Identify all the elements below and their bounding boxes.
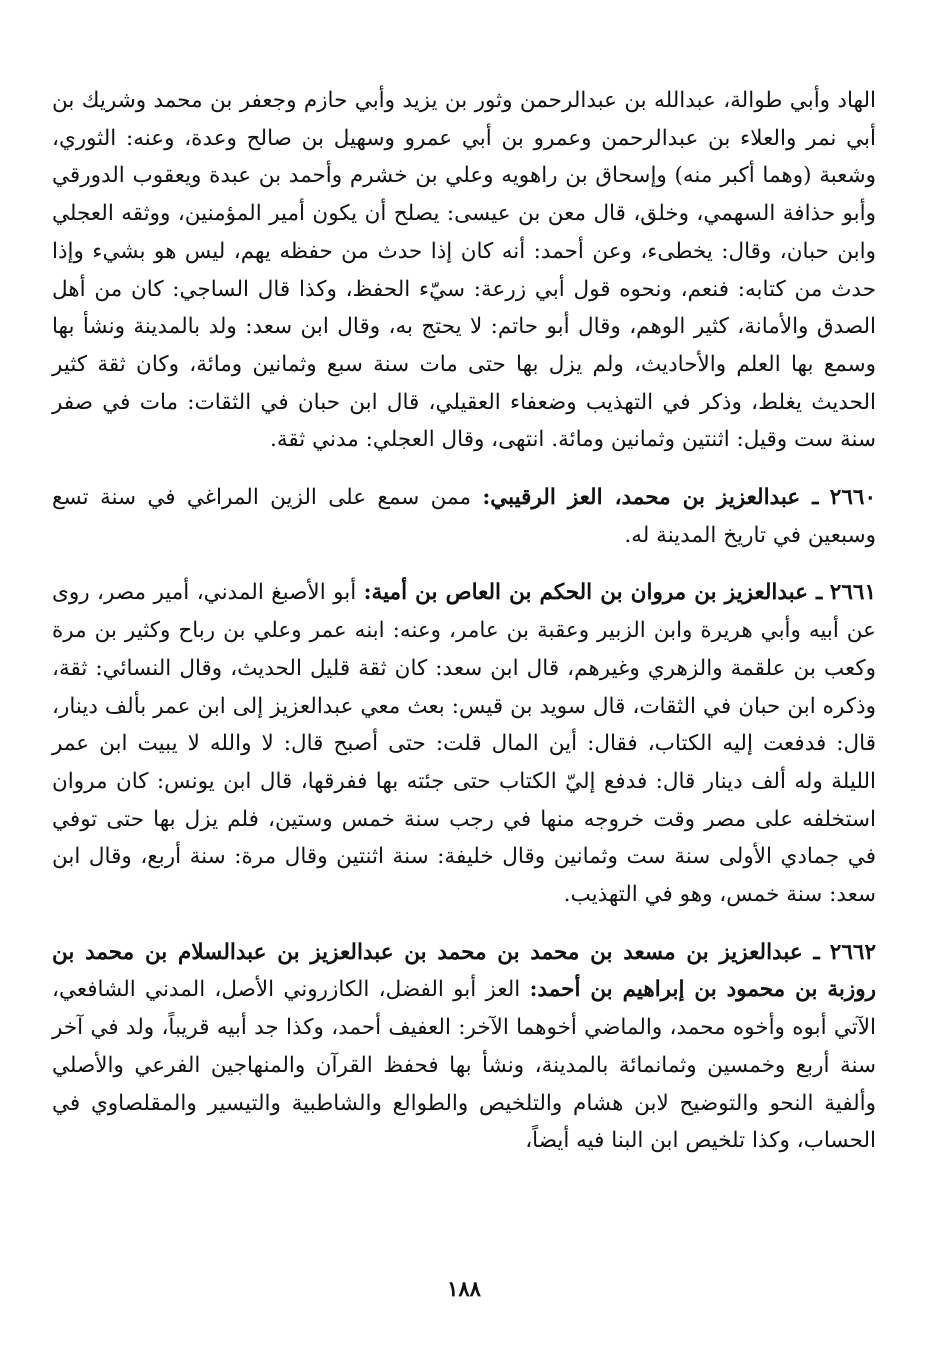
entry-text: ممن سمع على الزين المراغي في سنة تسع وسبعين في تاريخ المدينة له. bbox=[52, 485, 876, 548]
entry-heading: ـ عبدالعزيز بن مروان بن الحكم بن العاص بن أمية: bbox=[363, 580, 823, 606]
entry-number: ٢٦٦١ bbox=[829, 580, 876, 606]
entry-text: العز أبو الفضل، الكازروني الأصل، المدني الشافعي، الآتي أبوه وأخوه محمد، والماضي أخوهما الآخر: العفيف أحمد، وكذا جد أبيه قريباً، ولد في آخر سنة أربع وخمسين وثمانمائة بالمدينة، ونشأ بها فحفظ القرآن والمنهاجين الفرعي والأصلي وألفية النحو والتوضيح لابن هشام والتلخيص والطوالع والشاطبية والتيسير والمقلصاوي في الحساب، وكذا تلخيص ابن البنا فيه أيضاً، bbox=[52, 977, 876, 1154]
entry-heading: ـ عبدالعزيز بن محمد، العز الرقيبي: bbox=[482, 485, 819, 511]
entry-number: ٢٦٦٢ bbox=[829, 939, 876, 965]
entry-2660 bbox=[52, 479, 876, 554]
entry-2661 bbox=[52, 574, 876, 913]
entry-text: أبو الأصبغ المدني، أمير مصر، روى عن أبيه وأبي هريرة وابن الزبير وعقبة بن عامر، وعنه: ابنه عمر وعلي بن رباح وكثير بن مرة وكعب بن علقمة والزهري وغيرهم، قال ابن سعد: كان ثقة قليل الحديث، وقال النسائي: ثقة، وذكره ابن حبان في الثقات، قال سويد بن قيس: بعث معي عبدالعزيز إلى ابن عمر بألف دينار، قال: فدفعت إليه الكتاب، فقال: أين المال قلت: حتى أصبح قال: لا والله لا يبيت ابن عمر الليلة وله ألف دينار قال: فدفع إليّ الكتاب حتى جئته بها ففرقها، قال ابن يونس: كان مروان استخلفه على مصر وقت خروجه منها في رجب سنة خمس وستين، فلم يزل بها حتى توفي في جمادي الأولى سنة ست وثمانين وقال خليفة: سنة اثنتين وقال مرة: سنة أربع، وقال ابن سعد: سنة خمس، وهو في التهذيب. bbox=[52, 580, 877, 908]
entry-2662 bbox=[52, 934, 876, 1160]
page-number: ١٨٨ bbox=[447, 1276, 481, 1301]
entry-number: ٢٦٦٠ bbox=[829, 485, 876, 511]
page-body bbox=[52, 82, 876, 1160]
entry-heading: ـ عبدالعزيز بن مسعد بن محمد بن محمد بن عبدالعزيز بن عبدالسلام بن محمد بن روزبة بن محمود بن إبراهيم بن أحمد: bbox=[52, 939, 876, 1003]
intro-paragraph: الهاد وأبي طوالة، عبدالله بن عبدالرحمن وثور بن يزيد وأبي حازم وجعفر بن محمد وشريك بن أبي نمر والعلاء بن عبدالرحمن وعمرو بن أبي عمرو وسهيل بن صالح وعدة، وعنه: الثوري، وشعبة (وهما أكبر منه) وإسحاق بن راهويه وعلي بن خشرم وأحمد بن عبدة ويعقوب الدورقي وأبو حذافة السهمي، وخلق، قال معن بن عيسى: يصلح أن يكون أمير المؤمنين، ووثقه العجلي وابن حبان، وقال: يخطىء، وعن أحمد: أنه كان إذا حدث من حفظه يهم، ليس هو بشيء وإذا حدث من كتابه: فنعم، ونحوه قول أبي زرعة: سيّء الحفظ، وكذا قال الساجي: كان من أهل الصدق والأمانة، كثير الوهم، وقال أبو حاتم: لا يحتج به، وقال ابن سعد: ولد بالمدينة ونشأ بها وسمع بها العلم والأحاديث، ولم يزل بها حتى مات سنة سبع وثمانين ومائة، وكان ثقة كثير الحديث يغلط، وذكر في التهذيب وضعفاء العقيلي، قال ابن حبان في الثقات: مات في صفر سنة ست وقيل: اثنتين وثمانين ومائة. انتهى، وقال العجلي: مدني ثقة. bbox=[52, 88, 876, 453]
